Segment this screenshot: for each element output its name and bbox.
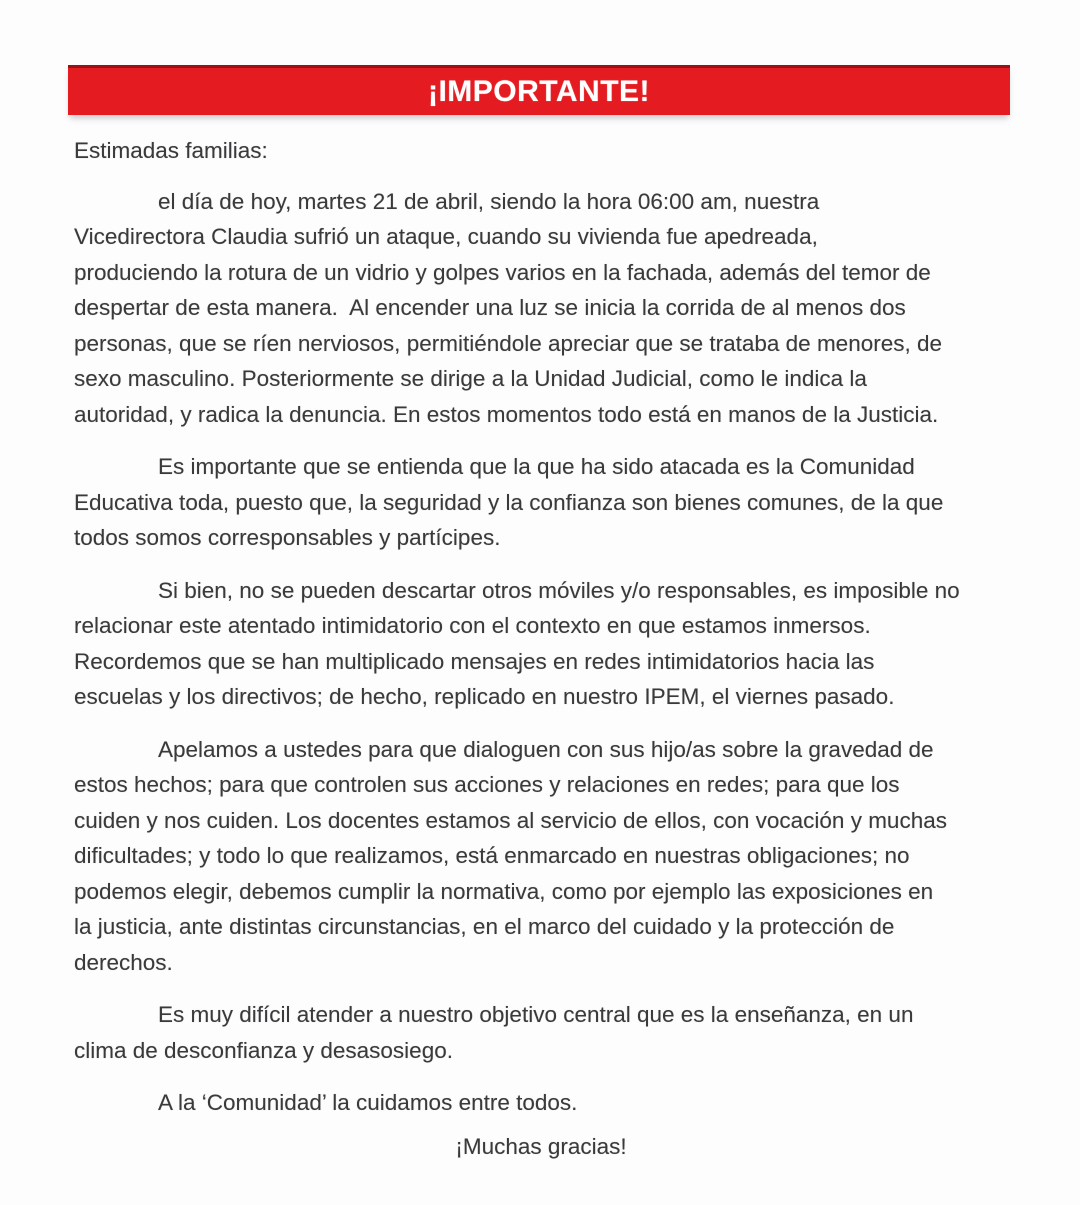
paragraph (74, 573, 1034, 715)
text-line: podemos elegir, debemos cumplir la normativa, como por ejemplo las exposiciones en (74, 878, 934, 904)
text-line: Es muy difícil atender a nuestro objetivo central que es la enseñanza, en un (158, 1002, 914, 1027)
text-line: todos somos corresponsables y partícipes. (74, 525, 501, 550)
text-line: clima de desconfianza y desasosiego. (74, 1037, 453, 1063)
text-line: el día de hoy, martes 21 de abril, siendo la hora 06:00 am, nuestra (158, 188, 820, 214)
text-line: sexo masculino. Posteriormente se dirige a la Unidad Judicial, como le indica la (74, 366, 867, 391)
text-line: Educativa toda, puesto que, la seguridad y la confianza son bienes comunes, de la que (74, 489, 944, 515)
text-line: relacionar este atentado intimidatorio con el contexto en que estamos inmersos. (74, 613, 871, 638)
closing-line: ¡Muchas gracias! (455, 1133, 627, 1159)
text-line: autoridad, y radica la denuncia. En estos momentos todo está en manos de la Justicia. (74, 401, 939, 427)
text-line: Apelamos a ustedes para que dialoguen con sus hijo/as sobre la gravedad de (158, 736, 934, 762)
text-line: despertar de esta manera. Al encender una luz se inicia la corrida de al menos dos (74, 295, 906, 320)
text-line: produciendo la rotura de un vidrio y golpes varios en la fachada, además del temor de (74, 259, 931, 285)
greeting-line: Estimadas familias: (74, 138, 268, 163)
text-line: Es importante que se entienda que la que ha sido atacada es la Comunidad (158, 454, 915, 479)
paragraph (74, 449, 1034, 556)
text-line: Recordemos que se han multiplicado mensajes en redes intimidatorios hacia las (74, 648, 875, 674)
banner-title: ¡IMPORTANTE! (427, 74, 651, 108)
text-line: A la ‘Comunidad’ la cuidamos entre todos. (158, 1090, 578, 1115)
text-line: cuiden y nos cuiden. Los docentes estamos al servicio de ellos, con vocación y muchas (74, 807, 947, 833)
text-line: derechos. (74, 949, 173, 975)
paragraph (74, 1085, 1034, 1121)
document-body (74, 184, 1034, 1121)
text-line: personas, que se ríen nerviosos, permitiéndole apreciar que se trataba de menores, de (74, 330, 943, 356)
paragraph (74, 184, 1034, 433)
text-line: Vicedirectora Claudia sufrió un ataque, cuando su vivienda fue apedreada, (74, 224, 818, 249)
paragraph (74, 997, 1034, 1068)
text-line: dificultades; y todo lo que realizamos, está enmarcado en nuestras obligaciones; no (74, 843, 910, 868)
text-line: estos hechos; para que controlen sus acciones y relaciones en redes; para que los (74, 772, 900, 797)
text-line: la justicia, ante distintas circunstancias, en el marco del cuidado y la protección de (74, 914, 895, 939)
paragraph (74, 732, 1034, 981)
text-line: Si bien, no se pueden descartar otros móviles y/o responsables, es imposible no (158, 577, 960, 603)
important-banner (68, 65, 1010, 115)
document-content (74, 115, 1034, 1164)
text-line: escuelas y los directivos; de hecho, replicado en nuestro IPEM, el viernes pasado. (74, 684, 895, 709)
